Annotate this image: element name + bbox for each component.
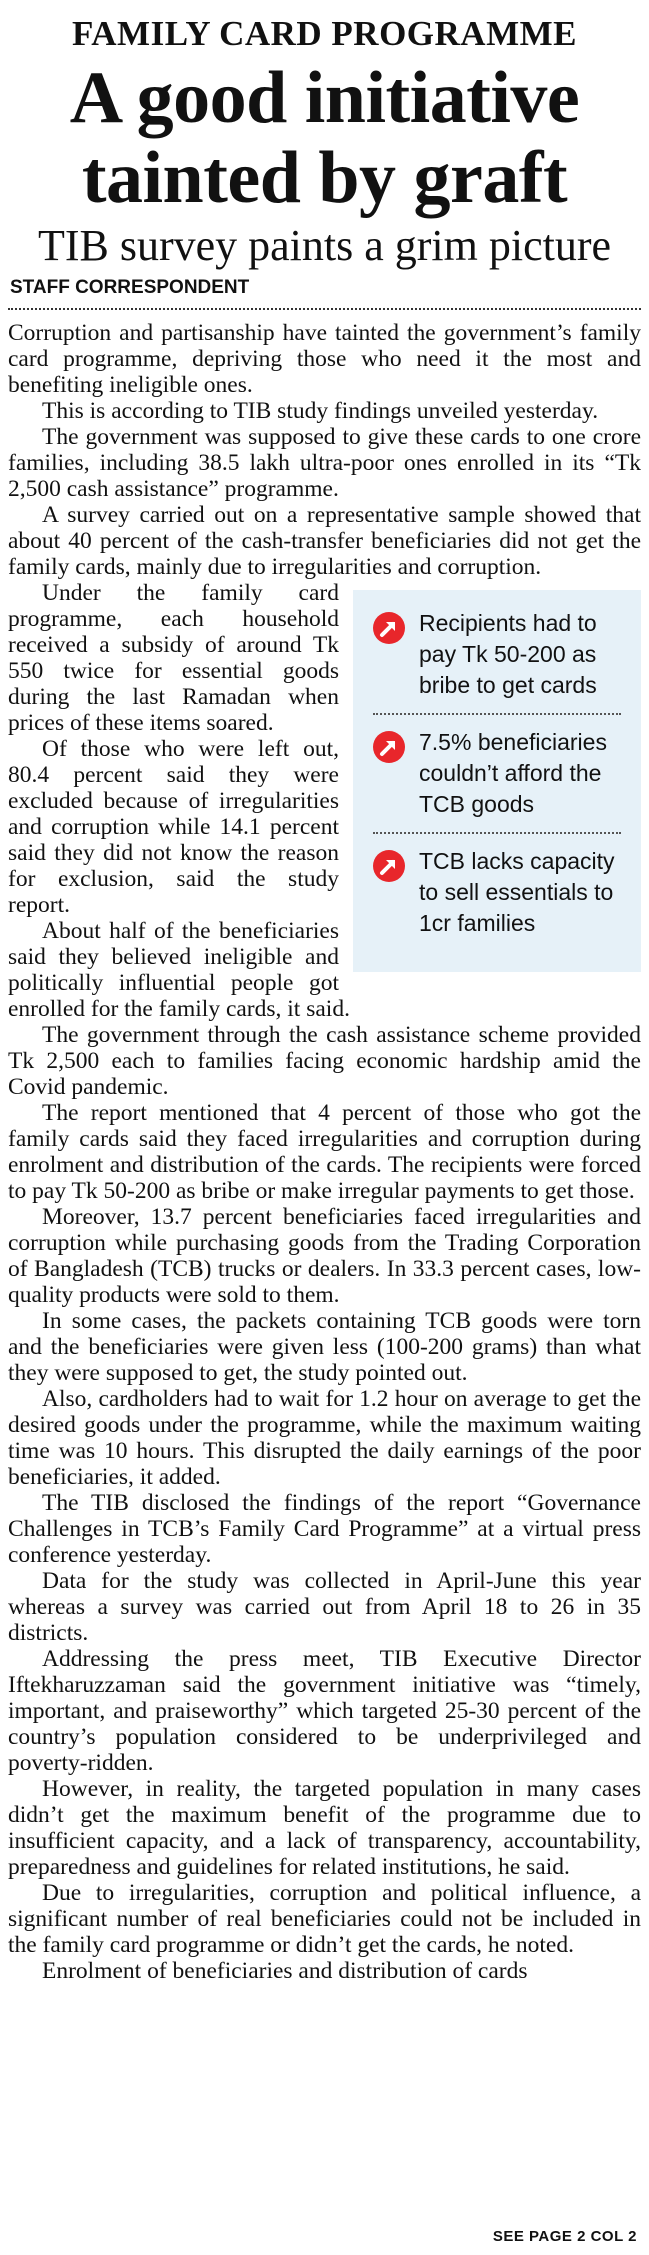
byline: STAFF CORRESPONDENT (10, 277, 250, 298)
paragraph: Enrolment of beneficiaries and distribution of cards (42, 1958, 528, 1984)
paragraph: The government through the cash assistance scheme provided Tk 2,500 each to families facing economic hardship amid the Covid pandemic. (8, 1022, 641, 1100)
headline-line-2: tainted by graft (81, 137, 568, 219)
highlights-box (353, 590, 641, 972)
continuation-note: SEE PAGE 2 COL 2 (492, 2228, 637, 2245)
highlight-text: Recipients had to pay Tk 50-200 as bribe to get cards (419, 610, 597, 698)
divider (8, 308, 641, 310)
highlight-text: TCB lacks capacity to sell essentials to 1cr families (419, 848, 615, 936)
paragraph: A survey carried out on a representative sample showed that about 40 percent of the cash-transfer beneficiaries did not get the family cards, mainly due to irregularities and corruption. (8, 502, 641, 580)
headline (8, 58, 641, 218)
paragraph: The TIB disclosed the findings of the report “Governance Challenges in TCB’s Family Card Programme” at a virtual press conference yesterday. (8, 1490, 641, 1568)
highlight-text: 7.5% beneficiaries couldn’t afford the TCB goods (419, 729, 607, 817)
paragraph: Under the family card programme, each household received a subsidy of around Tk 550 twice for essential goods during the last Ramadan when prices of these items soared. (8, 580, 339, 736)
paragraph: Also, cardholders had to wait for 1.2 hour on average to get the desired goods under the programme, while the maximum waiting time was 10 hours. This disrupted the daily earnings of the poor beneficiaries, it added. (8, 1386, 641, 1490)
paragraph: Of those who were left out, 80.4 percent said they were excluded because of irregularities and corruption while 14.1 percent said they did not know the reason for exclusion, said the study report. (8, 736, 339, 918)
paragraph: The report mentioned that 4 percent of those who got the family cards said they faced irregularities and corruption during enrolment and distribution of the cards. The recipients were forced to pay Tk 50-200 as bribe or make irregular payments to get those. (8, 1100, 641, 1204)
arrow-up-right-icon (373, 731, 405, 763)
arrow-up-right-icon (373, 612, 405, 644)
paragraph: The government was supposed to give these cards to one crore families, including 38.5 lakh ultra-poor ones enrolled in its “Tk 2,500 cash assistance” programme. (8, 424, 641, 502)
paragraph: About half of the beneficiaries said they believed ineligible and politically influential people got enrolled for the family cards, it said. (8, 918, 350, 1022)
paragraph: Due to irregularities, corruption and political influence, a significant number of real beneficiaries could not be included in the family card programme or didn’t get the cards, he noted. (8, 1880, 641, 1958)
highlight-item (373, 608, 621, 715)
highlight-item (373, 727, 621, 834)
paragraph: This is according to TIB study findings unveiled yesterday. (42, 398, 599, 424)
paragraph: In some cases, the packets containing TCB goods were torn and the beneficiaries were given less (100-200 grams) than what they were supposed to get, the study pointed out. (8, 1308, 641, 1386)
paragraph: Moreover, 13.7 percent beneficiaries faced irregularities and corruption while purchasing goods from the Trading Corporation of Bangladesh (TCB) trucks or dealers. In 33.3 percent cases, low-quality products were sold to them. (8, 1204, 641, 1308)
kicker: FAMILY CARD PROGRAMME (72, 14, 577, 53)
paragraph: However, in reality, the targeted population in many cases didn’t get the maximum benefit of the programme due to insufficient capacity, and a lack of transparency, accountability, preparedness and guidelines for related institutions, he said. (8, 1776, 641, 1880)
arrow-up-right-icon (373, 850, 405, 882)
headline-line-1: A good initiative (69, 57, 580, 139)
article-body (8, 320, 641, 1984)
paragraph: Addressing the press meet, TIB Executive Director Iftekharuzzaman said the government initiative was “timely, important, and praiseworthy” which targeted 25-30 percent of the country’s population considered to be underprivileged and poverty-ridden. (8, 1646, 641, 1776)
subhead: TIB survey paints a grim picture (37, 221, 612, 270)
highlight-item (373, 846, 621, 951)
paragraph: Corruption and partisanship have tainted the government’s family card programme, depriving those who need it the most and benefiting ineligible ones. (8, 320, 641, 398)
paragraph: Data for the study was collected in April-June this year whereas a survey was carried out from April 18 to 26 in 35 districts. (8, 1568, 641, 1646)
